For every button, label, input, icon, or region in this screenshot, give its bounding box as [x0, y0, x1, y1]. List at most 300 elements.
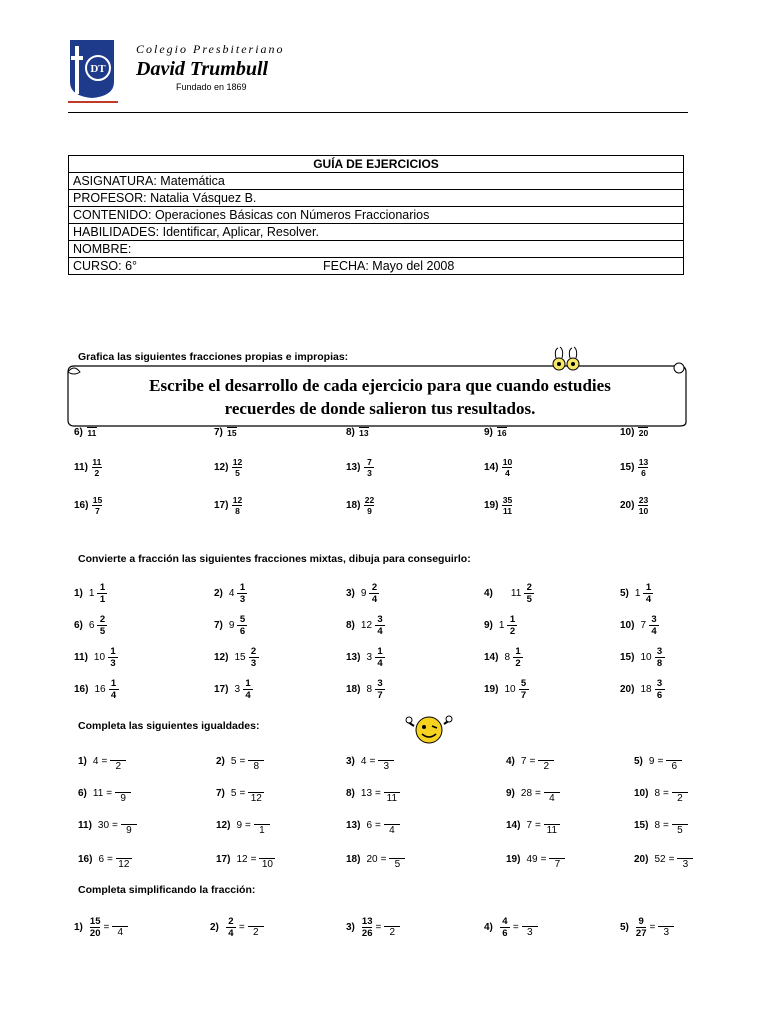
denominator: 4: [245, 689, 251, 701]
equals-sign: =: [657, 755, 664, 767]
denominator: 12: [118, 859, 130, 870]
equality-item: [346, 780, 400, 806]
equality-item: [78, 748, 126, 774]
profesor-row: PROFESOR: Natalia Vásquez B.: [69, 190, 684, 207]
whole-part: 10: [93, 651, 106, 663]
fraction: [92, 495, 102, 516]
fraction-blank[interactable]: [110, 749, 126, 773]
item-number: 3): [346, 587, 355, 599]
denominator: 1: [259, 825, 265, 836]
numerator-blank[interactable]: [248, 781, 264, 793]
numerator: 2: [371, 581, 378, 593]
denominator: 2: [515, 657, 521, 669]
habilidades-row: HABILIDADES: Identificar, Aplicar, Resolver.: [69, 224, 684, 241]
item-number: 16): [78, 853, 93, 865]
section-graficar-title: Grafica las siguientes fracciones propias e impropias:: [78, 351, 349, 363]
numerator: 3: [656, 677, 663, 689]
item-number: 4): [506, 755, 515, 767]
mixed-number-item: [484, 612, 517, 638]
equality-item: [216, 748, 264, 774]
graficar-item: [214, 454, 242, 480]
item-number: 9): [506, 787, 515, 799]
numerator-blank[interactable]: [677, 847, 693, 859]
left-value: 8: [654, 819, 661, 831]
numerator-blank[interactable]: [116, 847, 132, 859]
item-number: 13): [346, 651, 361, 663]
fraction: [375, 646, 385, 669]
numerator: 3: [377, 613, 383, 625]
item-number: 17): [214, 499, 229, 511]
numerator-blank[interactable]: [672, 781, 688, 793]
simplify-item: [484, 914, 538, 940]
numerator: 15: [92, 494, 103, 505]
fraction: [519, 678, 529, 701]
numerator: 11: [92, 456, 102, 467]
fraction: [643, 582, 653, 605]
numerator: 2: [99, 613, 106, 625]
banner-line-1: Escribe el desarrollo de cada ejercicio para que cuando estudies: [149, 376, 611, 395]
denominator: 11: [386, 793, 398, 804]
graficar-item: [74, 492, 102, 518]
equals-sign: =: [106, 787, 113, 799]
denominator: 3: [526, 927, 533, 938]
left-value: 11: [92, 787, 104, 799]
equals-sign: =: [107, 853, 113, 865]
numerator: 1: [110, 677, 117, 689]
mixed-number-item: [346, 676, 385, 702]
fraction-blank[interactable]: [549, 847, 565, 871]
denominator: 4: [377, 657, 383, 669]
numerator-blank[interactable]: [522, 915, 538, 927]
numerator-blank[interactable]: [544, 813, 560, 825]
equals-sign: =: [101, 755, 108, 767]
item-number: 1): [74, 921, 83, 933]
item-number: 16): [74, 683, 89, 695]
mixed-number-item: [214, 644, 259, 670]
graficar-item: [74, 454, 102, 480]
fraction-blank[interactable]: [248, 781, 264, 805]
item-number: 13): [346, 819, 361, 831]
whole-part: 15: [234, 651, 246, 663]
item-number: 6): [74, 426, 83, 438]
numerator-blank[interactable]: [384, 781, 400, 793]
fraction-blank[interactable]: [115, 781, 131, 805]
numerator: 1: [509, 613, 516, 625]
equals-sign: =: [668, 853, 675, 865]
denominator: 8: [253, 761, 260, 772]
numerator: 10: [502, 456, 513, 467]
section-convertir-title: Convierte a fracción las siguientes fracciones mixtas, dibuja para conseguirlo:: [78, 553, 471, 565]
item-number: 18): [346, 683, 361, 695]
denominator: 6: [502, 927, 508, 939]
item-number: 4): [484, 587, 493, 599]
denominator: 2: [115, 761, 122, 772]
fraction-blank[interactable]: [672, 813, 688, 837]
numerator-blank[interactable]: [666, 749, 682, 761]
denominator: 13: [359, 427, 369, 438]
item-number: 11): [74, 651, 88, 663]
fecha-label: FECHA: Mayo del 2008: [323, 259, 455, 273]
item-number: 14): [484, 651, 499, 663]
equals-sign: =: [375, 921, 382, 933]
item-number: 9): [484, 426, 493, 438]
left-value: 52: [654, 853, 666, 865]
left-value: 5: [230, 755, 237, 767]
fraction: [364, 457, 374, 478]
denominator: 8: [656, 657, 663, 669]
item-number: 9): [484, 619, 493, 631]
numerator: 1: [239, 581, 246, 593]
equals-sign: =: [239, 787, 246, 799]
denominator: 10: [638, 505, 649, 516]
equality-item: [216, 812, 270, 838]
fraction-blank[interactable]: [658, 915, 674, 939]
left-value: 9: [236, 819, 243, 831]
fraction: [502, 495, 512, 516]
numerator-blank[interactable]: [384, 915, 400, 927]
equality-item: [78, 780, 131, 806]
fraction: [638, 495, 648, 516]
numerator: 2: [250, 645, 257, 657]
denominator: 4: [389, 825, 395, 836]
left-value: 7: [526, 819, 533, 831]
mixed-number-item: [346, 580, 379, 606]
simplify-item: [346, 914, 400, 940]
item-number: 12): [214, 651, 229, 663]
equals-sign: =: [375, 787, 381, 799]
equals-sign: =: [245, 819, 251, 831]
simplify-item: [210, 914, 264, 940]
denominator: 4: [505, 467, 510, 478]
equals-sign: =: [238, 921, 245, 933]
whole-part: 11: [510, 587, 522, 599]
equality-item: [346, 846, 405, 872]
item-number: 14): [506, 819, 521, 831]
equals-sign: =: [380, 853, 387, 865]
numerator-blank[interactable]: [384, 813, 400, 825]
denominator: 3: [250, 657, 257, 669]
equals-sign: =: [112, 819, 118, 831]
fraction: [502, 457, 512, 478]
equals-sign: =: [375, 819, 381, 831]
fraction: [90, 916, 101, 939]
fraction: [108, 646, 118, 669]
fraction-blank[interactable]: [538, 749, 554, 773]
mixed-number-item: [214, 676, 253, 702]
left-value: 7: [520, 755, 527, 767]
fraction: [362, 916, 373, 939]
whole-part: 6: [88, 619, 95, 631]
equality-item: [78, 846, 132, 872]
equals-sign: =: [535, 819, 541, 831]
denominator: 10: [261, 859, 273, 870]
smiley-clipart: [404, 712, 454, 746]
fraction: [243, 678, 253, 701]
section-igualdades-title: Completa las siguientes igualdades:: [78, 720, 260, 732]
denominator: 2: [509, 625, 516, 637]
mixed-number-item: [620, 676, 665, 702]
fraction: [232, 495, 242, 516]
equality-item: [78, 812, 137, 838]
denominator: 4: [549, 793, 555, 804]
fraction-blank[interactable]: [384, 813, 400, 837]
denominator: 4: [110, 689, 117, 701]
whole-part: 8: [366, 683, 373, 695]
item-number: 2): [216, 755, 225, 767]
school-name: Colegio Presbiteriano: [136, 42, 285, 56]
numerator-blank[interactable]: [121, 813, 137, 825]
numerator: 3: [656, 645, 663, 657]
graficar-item: [214, 492, 242, 518]
fraction-blank[interactable]: [378, 749, 394, 773]
whole-part: 1: [634, 587, 641, 599]
item-number: 11): [78, 819, 92, 831]
numerator: 13: [361, 915, 373, 927]
denominator: 5: [394, 859, 401, 870]
numerator: 15: [89, 915, 101, 927]
item-number: 15): [620, 651, 635, 663]
denominator: 5: [99, 625, 106, 637]
item-number: 10): [620, 619, 635, 631]
fraction-blank[interactable]: [384, 781, 400, 805]
mixed-number-item: [620, 644, 665, 670]
denominator: 2: [543, 761, 550, 772]
numerator: 22: [364, 494, 375, 505]
fraction-blank[interactable]: [389, 847, 405, 871]
equality-item: [634, 846, 693, 872]
item-number: 18): [346, 499, 361, 511]
item-number: 16): [74, 499, 89, 511]
denominator: 20: [638, 427, 649, 438]
item-number: 5): [620, 921, 629, 933]
fraction-blank[interactable]: [259, 847, 275, 871]
denominator: 9: [126, 825, 132, 836]
fraction: [237, 582, 247, 605]
logo-lettering: DT: [90, 63, 106, 75]
fraction-blank[interactable]: [384, 915, 400, 939]
denominator: 9: [367, 505, 372, 516]
fraction-blank[interactable]: [672, 781, 688, 805]
equals-sign: =: [540, 853, 547, 865]
item-number: 20): [620, 683, 635, 695]
left-value: 12: [236, 853, 248, 865]
numerator: 7: [367, 456, 372, 467]
numerator: 2: [526, 581, 532, 593]
fraction-blank[interactable]: [544, 813, 560, 837]
numerator: 12: [232, 456, 243, 467]
denominator: 6: [239, 625, 246, 637]
whole-part: 10: [504, 683, 516, 695]
fraction-blank[interactable]: [248, 749, 264, 773]
fraction: [655, 678, 665, 701]
fraction-blank[interactable]: [248, 915, 264, 939]
graficar-item: [346, 492, 374, 518]
item-number: 8): [346, 787, 355, 799]
denominator: 11: [546, 825, 558, 836]
denominator: 8: [235, 505, 240, 516]
fraction: [232, 457, 242, 478]
equals-sign: =: [529, 755, 536, 767]
denominator: 2: [389, 927, 396, 938]
denominator: 3: [383, 761, 390, 772]
whole-part: 9: [360, 587, 367, 599]
denominator: 1: [99, 593, 106, 605]
numerator-blank[interactable]: [115, 781, 131, 793]
item-number: 17): [216, 853, 231, 865]
numerator: 23: [638, 494, 649, 505]
curso-label: CURSO: 6°: [73, 259, 138, 273]
whole-part: 9: [228, 619, 235, 631]
whole-part: 10: [640, 651, 652, 663]
numerator-blank[interactable]: [248, 915, 264, 927]
numerator-blank[interactable]: [658, 915, 674, 927]
item-number: 2): [210, 921, 219, 933]
denominator: 3: [663, 927, 670, 938]
item-number: 8): [346, 619, 355, 631]
equality-item: [506, 812, 560, 838]
denominator: 4: [651, 625, 657, 637]
bugs-clipart: [546, 342, 586, 382]
info-table: [68, 155, 684, 275]
denominator: 16: [497, 427, 507, 438]
item-number: 14): [484, 461, 499, 473]
banner-line-2: recuerdes de donde salieron tus resultados.: [224, 399, 536, 418]
denominator: 4: [645, 593, 652, 605]
fraction-blank[interactable]: [112, 915, 128, 939]
equality-item: [346, 748, 394, 774]
whole-part: 3: [366, 651, 373, 663]
item-number: 7): [214, 426, 223, 438]
fraction: [524, 582, 534, 605]
numerator-blank[interactable]: [549, 847, 565, 859]
denominator: 7: [377, 689, 383, 701]
fraction-blank[interactable]: [544, 781, 560, 805]
curso-fecha-row: [69, 258, 684, 275]
simplify-item: [74, 914, 128, 940]
mixed-number-item: [346, 612, 385, 638]
denominator: 4: [377, 625, 383, 637]
numerator: 3: [377, 677, 383, 689]
item-number: 17): [214, 683, 229, 695]
school-title: David Trumbull: [136, 58, 269, 80]
item-number: 2): [214, 587, 223, 599]
equals-sign: =: [239, 755, 246, 767]
mixed-number-item: [214, 612, 247, 638]
equals-sign: =: [369, 755, 376, 767]
numerator-blank[interactable]: [254, 813, 270, 825]
numerator-blank[interactable]: [112, 915, 128, 927]
whole-part: 18: [640, 683, 652, 695]
fraction: [92, 457, 102, 478]
left-value: 4: [360, 755, 367, 767]
section-simplificar-title: Completa simplificando la fracción:: [78, 884, 256, 896]
equals-sign: =: [663, 819, 669, 831]
fraction: [513, 646, 523, 669]
denominator: 4: [228, 927, 234, 939]
left-value: 30: [97, 819, 110, 831]
item-number: 1): [74, 587, 83, 599]
numerator: 13: [638, 456, 649, 467]
denominator: 7: [554, 859, 561, 870]
fraction-blank[interactable]: [116, 847, 132, 871]
numerator: 5: [239, 613, 246, 625]
numerator-blank[interactable]: [672, 813, 688, 825]
denominator: 3: [367, 467, 372, 478]
item-number: 20): [634, 853, 649, 865]
fraction: [507, 614, 517, 637]
graficar-item: [620, 454, 648, 480]
item-number: 20): [620, 499, 635, 511]
numerator: 5: [520, 677, 527, 689]
equality-item: [634, 748, 682, 774]
numerator-blank[interactable]: [378, 749, 394, 761]
fraction-blank[interactable]: [522, 915, 538, 939]
mixed-number-item: [74, 644, 118, 670]
mixed-number-item: [74, 580, 107, 606]
fraction-blank[interactable]: [666, 749, 682, 773]
numerator: 1: [245, 677, 251, 689]
numerator-blank[interactable]: [544, 781, 560, 793]
numerator: 1: [515, 645, 521, 657]
denominator: 6: [656, 689, 663, 701]
numerator: 35: [502, 494, 513, 505]
numerator-blank[interactable]: [110, 749, 126, 761]
item-number: 3): [346, 755, 355, 767]
whole-part: 7: [640, 619, 647, 631]
fraction: [97, 582, 107, 605]
numerator: 1: [99, 581, 106, 593]
numerator-blank[interactable]: [259, 847, 275, 859]
whole-part: 3: [234, 683, 241, 695]
asignatura-row: ASIGNATURA: Matemática: [69, 173, 684, 190]
numerator: 9: [638, 915, 644, 927]
item-number: 5): [620, 587, 629, 599]
fraction-blank[interactable]: [677, 847, 693, 871]
equality-item: [216, 846, 275, 872]
numerator-blank[interactable]: [248, 749, 264, 761]
left-value: 9: [648, 755, 655, 767]
mixed-number-item: [484, 644, 523, 670]
denominator: 2: [252, 927, 259, 938]
guide-title: GUÍA DE EJERCICIOS: [69, 156, 684, 173]
whole-part: 16: [94, 683, 106, 695]
header-rule: [68, 112, 688, 113]
numerator-blank[interactable]: [538, 749, 554, 761]
numerator-blank[interactable]: [389, 847, 405, 859]
denominator: 3: [682, 859, 689, 870]
left-value: 49: [526, 853, 538, 865]
fraction-blank[interactable]: [121, 813, 137, 837]
denominator: 6: [671, 761, 678, 772]
denominator: 2: [677, 793, 683, 804]
whole-part: 1: [88, 587, 95, 599]
numerator: 1: [645, 581, 652, 593]
fraction-blank[interactable]: [254, 813, 270, 837]
equals-sign: =: [250, 853, 257, 865]
fraction: [636, 916, 647, 939]
left-value: 20: [366, 853, 378, 865]
item-number: 19): [484, 499, 499, 511]
fraction: [227, 427, 237, 438]
mixed-number-item: [74, 676, 119, 702]
numerator: 1: [110, 645, 116, 657]
item-number: 12): [216, 819, 231, 831]
left-value: 8: [654, 787, 661, 799]
item-number: 15): [634, 819, 649, 831]
numerator: 12: [232, 494, 243, 505]
denominator: 27: [635, 927, 647, 939]
mixed-number-item: [214, 580, 247, 606]
